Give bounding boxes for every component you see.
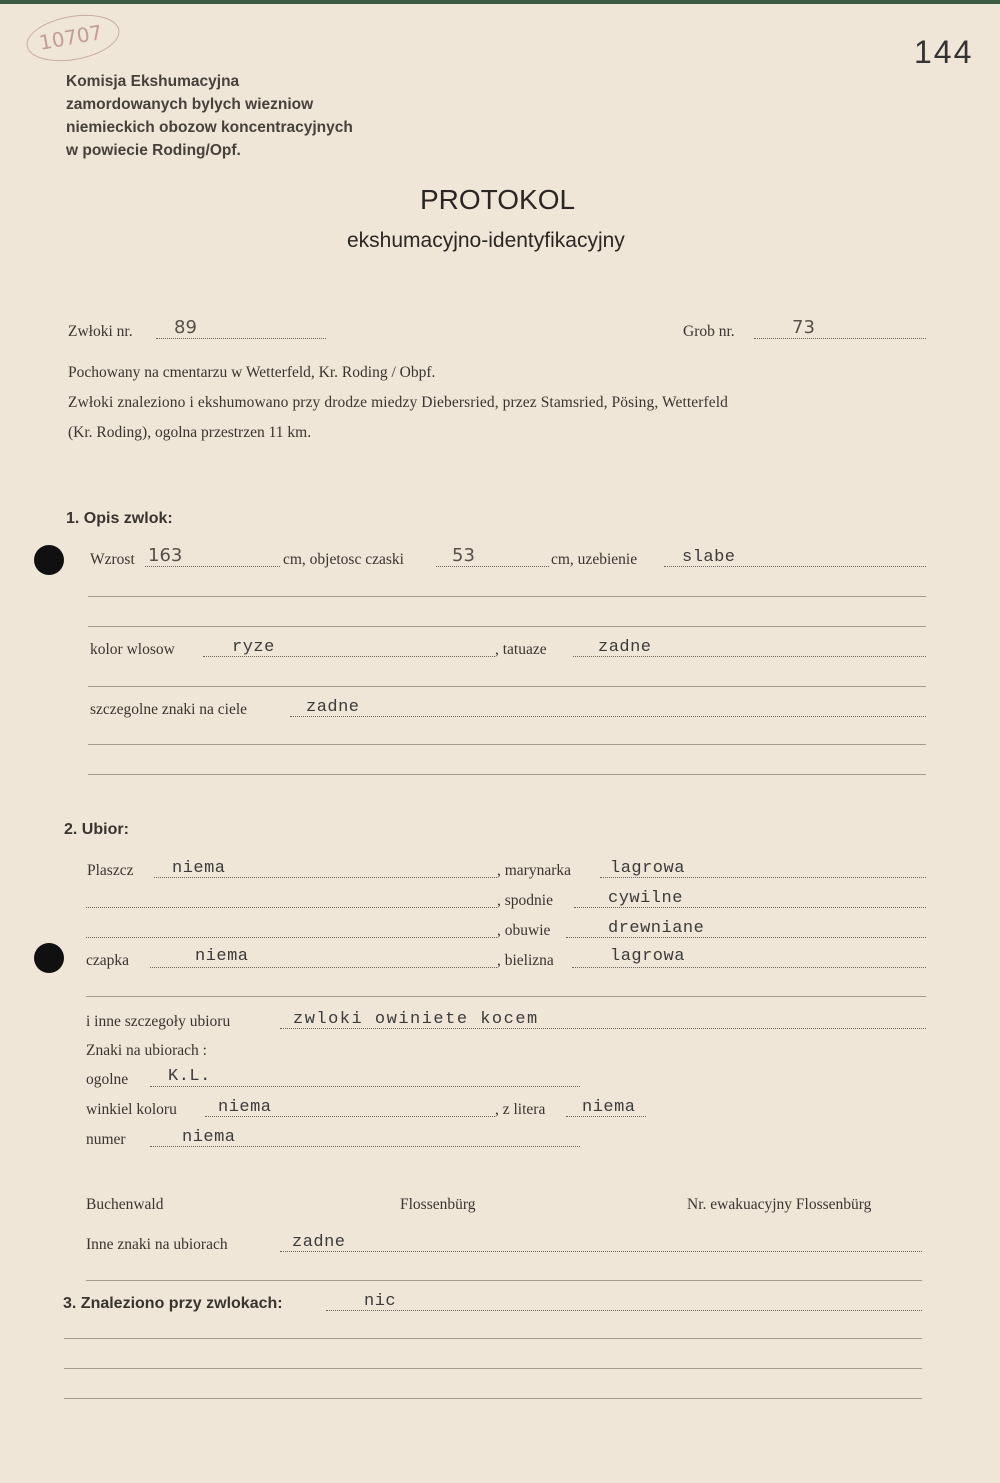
bielizna-dotline bbox=[572, 967, 926, 968]
section1-rule-5 bbox=[88, 774, 926, 775]
ogolne-label: ogolne bbox=[86, 1071, 129, 1088]
punch-hole-upper bbox=[34, 545, 64, 575]
page-title: PROTOKOL bbox=[420, 184, 576, 215]
section1-rule-4 bbox=[88, 744, 926, 745]
czaszka-label: cm, objetosc czaski bbox=[283, 551, 404, 568]
archive-stamp bbox=[23, 8, 123, 68]
spodnie-left-dotline bbox=[86, 907, 497, 908]
plaszcz-label: Plaszcz bbox=[87, 862, 134, 879]
org-line-4: w powiecie Roding/Opf. bbox=[66, 142, 241, 159]
section-2-heading: 2. Ubior: bbox=[64, 821, 129, 838]
section1-rule-3 bbox=[88, 686, 926, 687]
page-subtitle: ekshumacyjno-identyfikacyjny bbox=[347, 229, 625, 252]
zwloki-label: Zwłoki nr. bbox=[68, 323, 133, 340]
section3-value: nic bbox=[364, 1292, 397, 1311]
czapka-label: czapka bbox=[86, 952, 130, 969]
czaszka-value: 53 bbox=[452, 545, 475, 566]
grob-label: Grob nr. bbox=[683, 323, 735, 340]
kolor-label: kolor wlosow bbox=[90, 641, 175, 658]
litera-value: niema bbox=[582, 1098, 636, 1117]
ogolne-value: K.L. bbox=[168, 1067, 211, 1086]
czapka-value: niema bbox=[195, 947, 249, 966]
numer-value: niema bbox=[182, 1128, 236, 1147]
org-line-1: Komisja Ekshumacyjna bbox=[66, 73, 240, 90]
spodnie-label: , spodnie bbox=[497, 892, 553, 909]
inne-szczegoly-value: zwloki owiniete kocem bbox=[293, 1010, 539, 1029]
znaki-ciala-value: zadne bbox=[306, 698, 360, 717]
section3-rule-1 bbox=[64, 1338, 922, 1339]
wzrost-dotline bbox=[145, 566, 280, 567]
obuwie-left-dotline bbox=[86, 937, 497, 938]
section1-rule-2 bbox=[88, 626, 926, 627]
znaki-ciala-dotline bbox=[290, 716, 926, 717]
obuwie-label: , obuwie bbox=[497, 922, 551, 939]
camp-buchenwald: Buchenwald bbox=[86, 1196, 164, 1213]
inne-znaki-value: zadne bbox=[292, 1233, 346, 1252]
tatuaze-label: , tatuaze bbox=[495, 641, 547, 658]
ogolne-dotline bbox=[150, 1086, 580, 1087]
obuwie-value: drewniane bbox=[608, 919, 705, 938]
section2-rule-1 bbox=[86, 996, 926, 997]
zwloki-dotline bbox=[156, 338, 326, 339]
uzebienie-value: slabe bbox=[682, 548, 736, 567]
czaszka-dotline bbox=[436, 566, 549, 567]
zwloki-value: 89 bbox=[174, 317, 197, 338]
org-line-2: zamordowanych bylych wiezniow bbox=[66, 96, 314, 113]
punch-hole-lower bbox=[34, 943, 64, 973]
inne-szczegoly-label: i inne szczegoły ubioru bbox=[86, 1013, 231, 1030]
section3-rule-2 bbox=[64, 1368, 922, 1369]
bielizna-label: , bielizna bbox=[497, 952, 554, 969]
numer-label: numer bbox=[86, 1131, 126, 1148]
top-edge-strip bbox=[0, 0, 1000, 4]
section3-rule-3 bbox=[64, 1398, 922, 1399]
plaszcz-value: niema bbox=[172, 859, 226, 878]
bielizna-value: lagrowa bbox=[610, 947, 685, 966]
section2-rule-2 bbox=[86, 1280, 922, 1281]
uzebienie-label: cm, uzebienie bbox=[551, 551, 638, 568]
winkiel-value: niema bbox=[218, 1098, 272, 1117]
camp-flossenburg: Flossenbürg bbox=[400, 1196, 476, 1213]
znaki-ubiorach-label: Znaki na ubiorach : bbox=[86, 1042, 207, 1059]
litera-label: , z litera bbox=[495, 1101, 546, 1118]
org-line-3: niemieckich obozow koncentracyjnych bbox=[66, 119, 353, 136]
section3-dotline bbox=[326, 1310, 922, 1311]
intro-line-3: (Kr. Roding), ogolna przestrzen 11 km. bbox=[68, 424, 312, 441]
czapka-dotline bbox=[150, 967, 497, 968]
intro-line-1: Pochowany na cmentarzu w Wetterfeld, Kr. Roding / Obpf. bbox=[68, 364, 436, 381]
inne-znaki-dotline bbox=[280, 1251, 922, 1252]
inne-znaki-label: Inne znaki na ubiorach bbox=[86, 1236, 228, 1253]
section-3-heading: 3. Znaleziono przy zwlokach: bbox=[63, 1295, 283, 1312]
tatuaze-value: zadne bbox=[598, 638, 652, 657]
marynarka-value: lagrowa bbox=[610, 859, 685, 878]
grob-value: 73 bbox=[792, 317, 815, 338]
archive-stamp-number: 10707 bbox=[37, 20, 105, 55]
spodnie-value: cywilne bbox=[608, 889, 683, 908]
wzrost-label: Wzrost bbox=[90, 551, 135, 568]
kolor-value: ryze bbox=[232, 638, 275, 657]
camp-nr-ewakuacyjny: Nr. ewakuacyjny Flossenbürg bbox=[687, 1196, 872, 1213]
grob-dotline bbox=[754, 338, 926, 339]
page-number: 144 bbox=[914, 34, 974, 70]
marynarka-label: , marynarka bbox=[497, 862, 572, 879]
znaki-ciala-label: szczegolne znaki na ciele bbox=[90, 701, 248, 718]
wzrost-value: 163 bbox=[148, 545, 183, 566]
winkiel-label: winkiel koloru bbox=[86, 1101, 177, 1118]
section1-rule-1 bbox=[88, 596, 926, 597]
section-1-heading: 1. Opis zwlok: bbox=[66, 510, 173, 527]
intro-line-2: Zwłoki znaleziono i ekshumowano przy drodze miedzy Diebersried, przez Stamsried, Pösing, Wetterfeld bbox=[68, 394, 729, 411]
